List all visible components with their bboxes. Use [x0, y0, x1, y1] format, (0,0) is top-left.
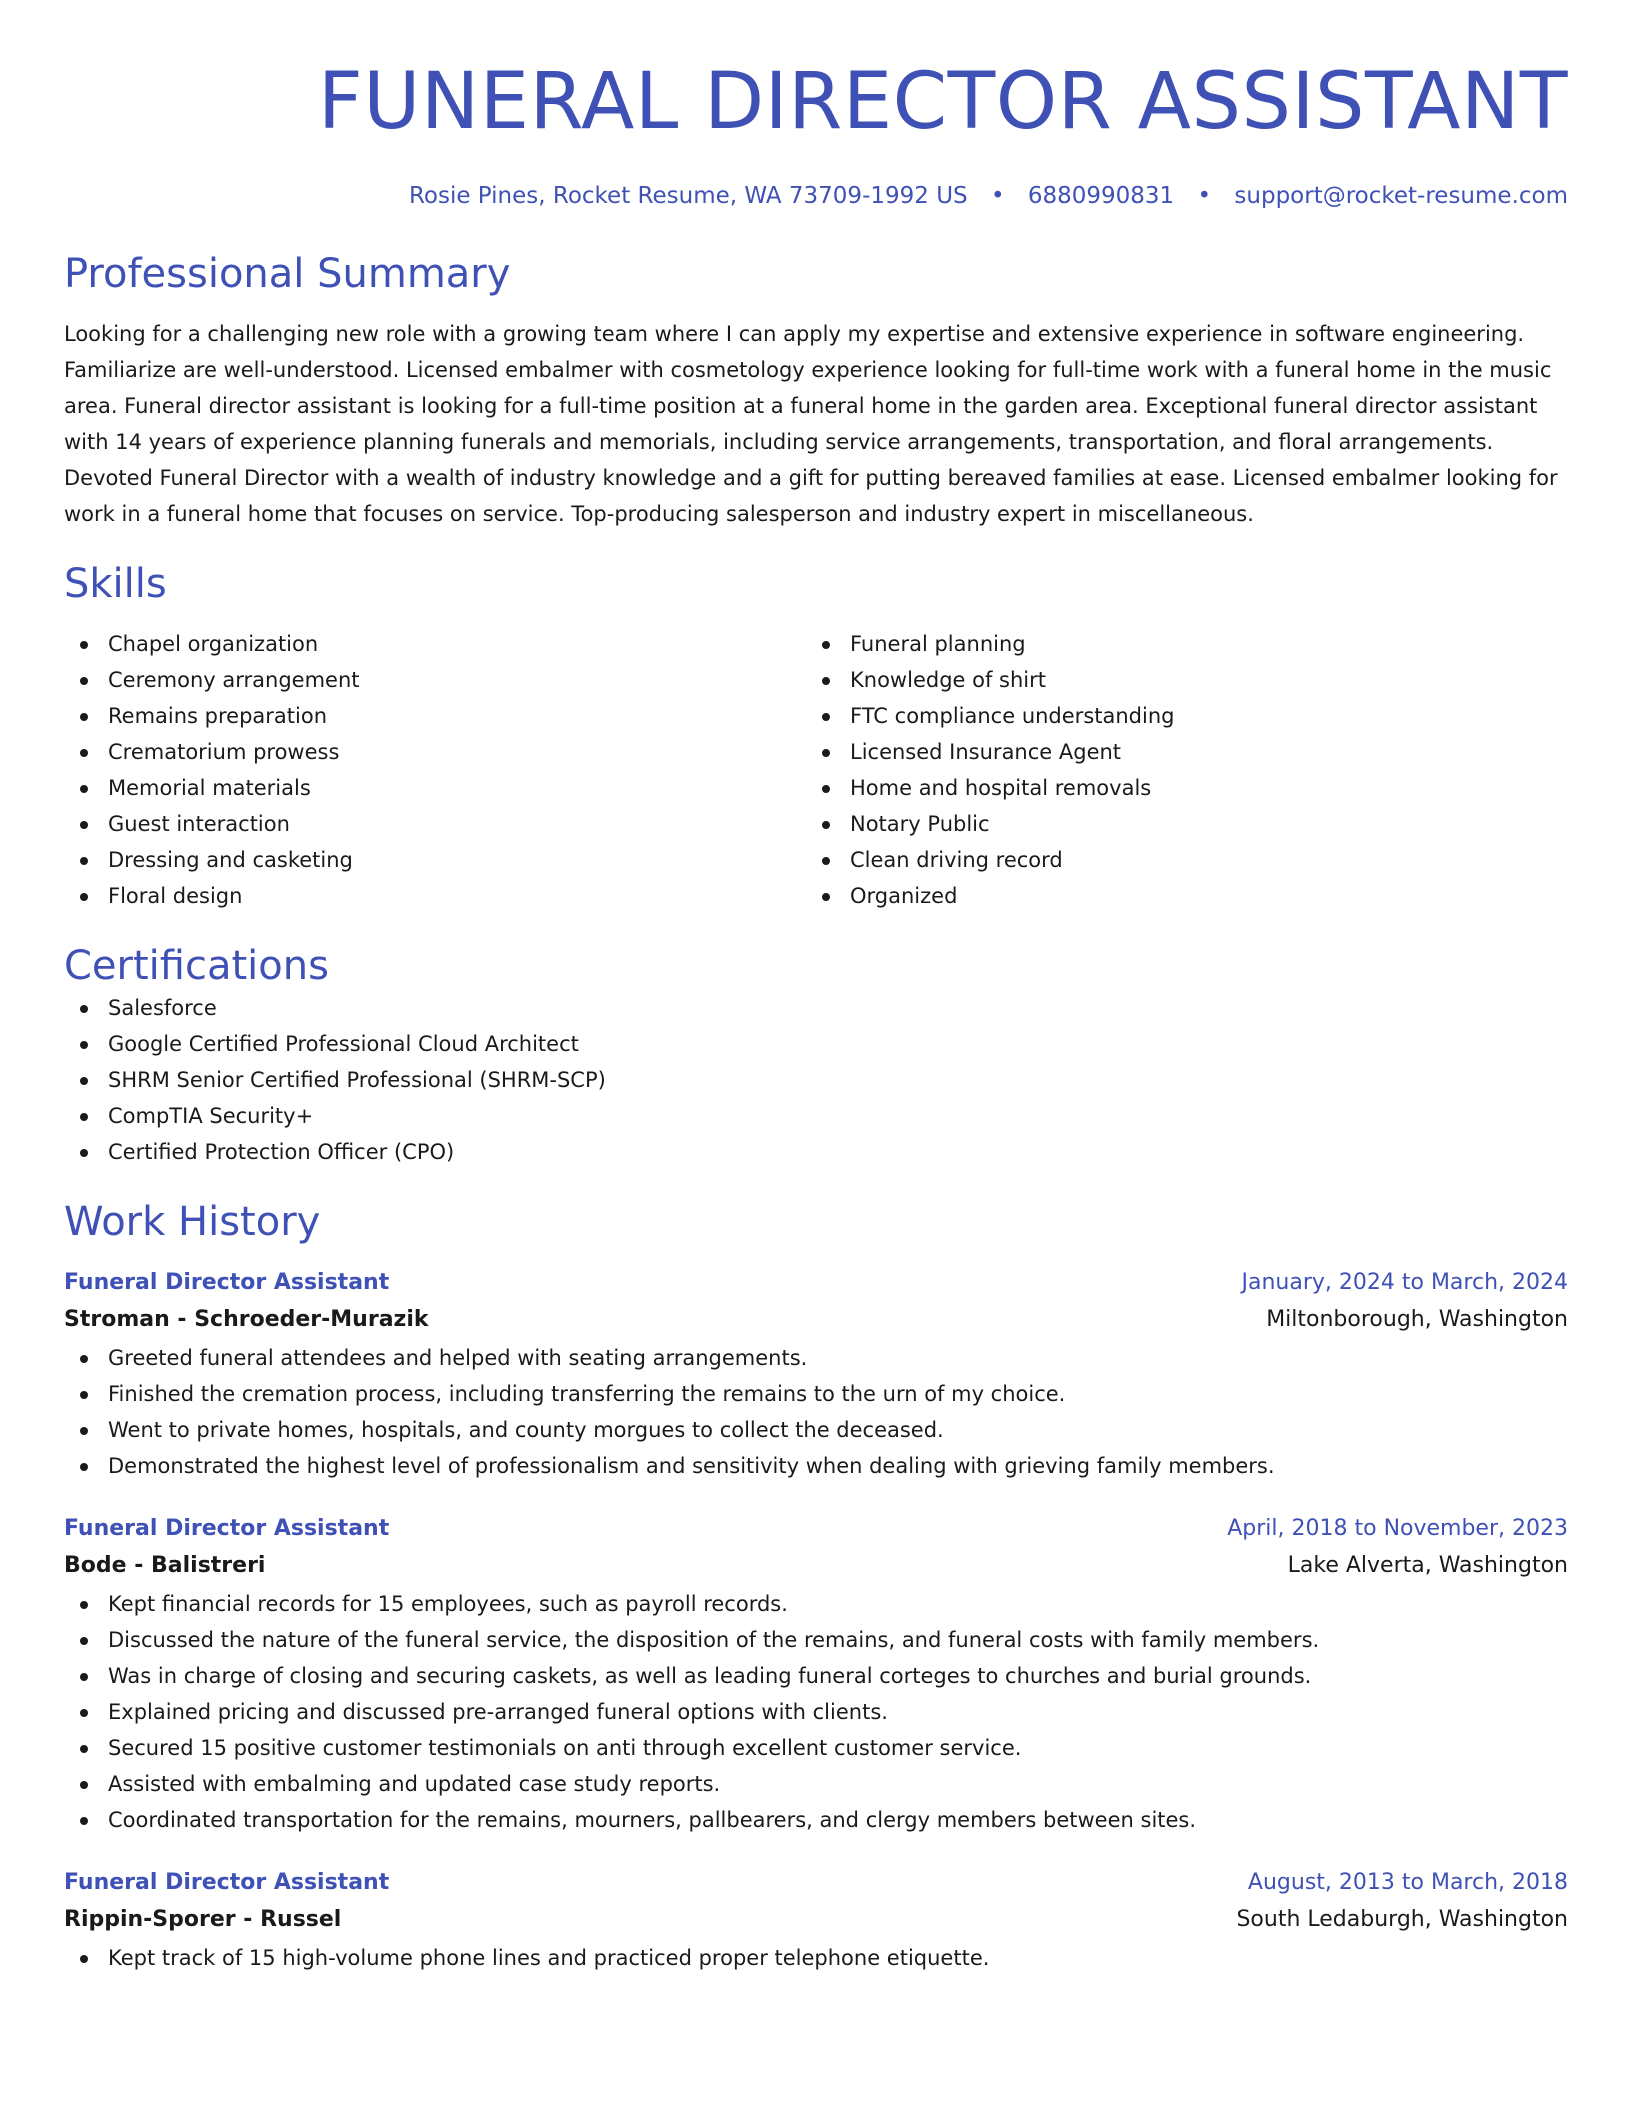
list-item: [64, 1622, 1568, 1658]
list-item: [64, 1586, 1568, 1622]
certifications-list: [64, 990, 1568, 1170]
job-company: Stroman - Schroeder-Murazik: [64, 1307, 429, 1332]
bullet-dot-icon: [822, 893, 830, 901]
job-bullets: [64, 1940, 1568, 1976]
bullet-dot-icon: [80, 1817, 88, 1825]
list-item: [64, 1766, 1568, 1802]
job-dates: January, 2024 to March, 2024: [1241, 1270, 1568, 1295]
skills-heading: Skills: [64, 561, 167, 607]
list-item-text: Licensed Insurance Agent: [850, 740, 1122, 764]
list-item: [64, 1412, 1568, 1448]
bullet-dot-icon: [80, 1077, 88, 1085]
list-item: [64, 1448, 1568, 1484]
job-location: Miltonborough, Washington: [1266, 1307, 1568, 1332]
list-item-text: Crematorium prowess: [108, 740, 340, 764]
list-item: [64, 1340, 1568, 1376]
bullet-dot-icon: [80, 677, 88, 685]
bullet-dot-icon: [822, 857, 830, 865]
job-title-heading: FUNERAL DIRECTOR ASSISTANT: [317, 57, 1568, 147]
list-item: [64, 698, 806, 734]
bullet-dot-icon: [80, 1709, 88, 1717]
bullet-dot-icon: [80, 1637, 88, 1645]
job-header-row: [64, 1512, 1568, 1546]
skills-column-right: [806, 626, 1548, 914]
skills-list-left: [64, 626, 806, 914]
bullet-dot-icon: [80, 713, 88, 721]
skills-list-right: [806, 626, 1548, 914]
list-item-text: Greeted funeral attendees and helped with seating arrangements.: [108, 1346, 808, 1370]
list-item-text: Assisted with embalming and updated case study reports.: [108, 1772, 721, 1796]
list-item: [64, 1658, 1568, 1694]
list-item: [64, 1134, 1568, 1170]
job-title: Funeral Director Assistant: [64, 1270, 390, 1295]
bullet-dot-icon: [80, 1005, 88, 1013]
list-item-text: Funeral planning: [850, 632, 1026, 656]
bullet-dot-icon: [80, 785, 88, 793]
list-item: [64, 878, 806, 914]
bullet-dot-icon: [822, 821, 830, 829]
contact-separator: •: [990, 183, 1005, 209]
list-item: [64, 1098, 1568, 1134]
list-item-text: Kept financial records for 15 employees, such as payroll records.: [108, 1592, 788, 1616]
resume-header: [64, 0, 1568, 210]
contact-line: [64, 182, 1568, 210]
list-item: [64, 626, 806, 662]
list-item-text: SHRM Senior Certified Professional (SHRM-SCP): [108, 1068, 606, 1092]
bullet-dot-icon: [80, 1781, 88, 1789]
list-item-text: Ceremony arrangement: [108, 668, 360, 692]
job-entry: [64, 1512, 1568, 1838]
bullet-dot-icon: [80, 1355, 88, 1363]
list-item-text: Explained pricing and discussed pre-arranged funeral options with clients.: [108, 1700, 888, 1724]
list-item-text: Knowledge of shirt: [850, 668, 1046, 692]
bullet-dot-icon: [80, 1391, 88, 1399]
list-item-text: Dressing and casketing: [108, 848, 353, 872]
list-item-text: Floral design: [108, 884, 243, 908]
job-title: Funeral Director Assistant: [64, 1516, 390, 1541]
list-item: [64, 1694, 1568, 1730]
list-item-text: Remains preparation: [108, 704, 328, 728]
job-company: Bode - Balistreri: [64, 1553, 266, 1578]
job-header-row: [64, 1266, 1568, 1300]
list-item-text: FTC compliance understanding: [850, 704, 1175, 728]
list-item-text: Salesforce: [108, 996, 217, 1020]
list-item-text: Certified Protection Officer (CPO): [108, 1140, 455, 1164]
bullet-dot-icon: [80, 1463, 88, 1471]
job-entry: [64, 1866, 1568, 1976]
job-bullets: [64, 1586, 1568, 1838]
list-item-text: Clean driving record: [850, 848, 1063, 872]
list-item: [64, 842, 806, 878]
job-company-row: [64, 1546, 1568, 1586]
list-item: [806, 698, 1548, 734]
summary-text: Looking for a challenging new role with a growing team where I can apply my expertise and extensive experience in software engineering. Familiarize are well-understood. Licensed embalmer with cosmetology experience looking for full-time work with a funeral home in the music area. Funeral director assistant is looking for a full-time position at a funeral home in the garden area. Exceptional funeral director assistant with 14 years of experience planning funerals and memorials, including service arrangements, transportation, and floral arrangements. Devoted Funeral Director with a wealth of industry knowledge and a gift for putting bereaved families at ease. Licensed embalmer looking for work in a funeral home that focuses on service. Top-producing salesperson and industry expert in miscellaneous.: [64, 322, 1558, 526]
list-item: [806, 842, 1548, 878]
bullet-dot-icon: [80, 1955, 88, 1963]
bullet-dot-icon: [80, 1149, 88, 1157]
list-item: [806, 626, 1548, 662]
list-item-text: Chapel organization: [108, 632, 319, 656]
bullet-dot-icon: [822, 641, 830, 649]
list-item: [64, 1062, 1568, 1098]
list-item-text: Secured 15 positive customer testimonials on anti through excellent customer service.: [108, 1736, 1022, 1760]
contact-address: Rosie Pines, Rocket Resume, WA 73709-1992 US: [408, 183, 968, 209]
bullet-dot-icon: [80, 1427, 88, 1435]
list-item-text: Memorial materials: [108, 776, 311, 800]
list-item-text: Organized: [850, 884, 958, 908]
bullet-dot-icon: [822, 749, 830, 757]
bullet-dot-icon: [80, 641, 88, 649]
bullet-dot-icon: [80, 1745, 88, 1753]
list-item-text: Guest interaction: [108, 812, 290, 836]
list-item-text: Notary Public: [850, 812, 990, 836]
summary-heading: Professional Summary: [64, 251, 511, 297]
list-item: [806, 878, 1548, 914]
list-item: [64, 662, 806, 698]
list-item-text: Google Certified Professional Cloud Architect: [108, 1032, 579, 1056]
list-item: [64, 990, 1568, 1026]
list-item-text: Demonstrated the highest level of professionalism and sensitivity when dealing with grieving family members.: [108, 1454, 1275, 1478]
list-item: [64, 1730, 1568, 1766]
list-item-text: Kept track of 15 high-volume phone lines and practiced proper telephone etiquette.: [108, 1946, 990, 1970]
job-entry: [64, 1266, 1568, 1484]
list-item-text: Home and hospital removals: [850, 776, 1152, 800]
bullet-dot-icon: [80, 1041, 88, 1049]
certifications-heading: Certifications: [64, 943, 329, 989]
skills-column-left: [64, 626, 806, 914]
job-dates: April, 2018 to November, 2023: [1227, 1516, 1568, 1541]
list-item-text: CompTIA Security+: [108, 1104, 314, 1128]
job-company-row: [64, 1900, 1568, 1940]
list-item-text: Discussed the nature of the funeral service, the disposition of the remains, and funeral costs with family members.: [108, 1628, 1320, 1652]
bullet-dot-icon: [822, 677, 830, 685]
bullet-dot-icon: [822, 713, 830, 721]
list-item-text: Coordinated transportation for the remains, mourners, pallbearers, and clergy members between sites.: [108, 1808, 1197, 1832]
job-header-row: [64, 1866, 1568, 1900]
bullet-dot-icon: [822, 785, 830, 793]
contact-separator: •: [1197, 183, 1212, 209]
list-item: [806, 662, 1548, 698]
bullet-dot-icon: [80, 1673, 88, 1681]
job-company: Rippin-Sporer - Russel: [64, 1907, 342, 1932]
job-bullets: [64, 1340, 1568, 1484]
bullet-dot-icon: [80, 821, 88, 829]
list-item: [806, 806, 1548, 842]
bullet-dot-icon: [80, 893, 88, 901]
list-item: [806, 770, 1548, 806]
bullet-dot-icon: [80, 857, 88, 865]
skills-grid: [64, 626, 1568, 914]
bullet-dot-icon: [80, 749, 88, 757]
list-item-text: Was in charge of closing and securing caskets, as well as leading funeral corteges to churches and burial grounds.: [108, 1664, 1312, 1688]
contact-phone: 6880990831: [1027, 183, 1175, 209]
contact-email: support@rocket-resume.com: [1234, 183, 1568, 209]
bullet-dot-icon: [80, 1601, 88, 1609]
work-history-heading: Work History: [64, 1199, 321, 1245]
list-item: [64, 1940, 1568, 1976]
list-item: [64, 770, 806, 806]
job-title: Funeral Director Assistant: [64, 1870, 390, 1895]
list-item: [64, 1376, 1568, 1412]
job-location: South Ledaburgh, Washington: [1236, 1907, 1568, 1932]
bullet-dot-icon: [80, 1113, 88, 1121]
list-item: [64, 1026, 1568, 1062]
list-item: [64, 1802, 1568, 1838]
list-item: [806, 734, 1548, 770]
job-company-row: [64, 1300, 1568, 1340]
list-item-text: Finished the cremation process, including transferring the remains to the urn of my choice.: [108, 1382, 1066, 1406]
list-item: [64, 734, 806, 770]
job-location: Lake Alverta, Washington: [1287, 1553, 1568, 1578]
list-item-text: Went to private homes, hospitals, and county morgues to collect the deceased.: [108, 1418, 944, 1442]
job-dates: August, 2013 to March, 2018: [1247, 1870, 1568, 1895]
list-item: [64, 806, 806, 842]
